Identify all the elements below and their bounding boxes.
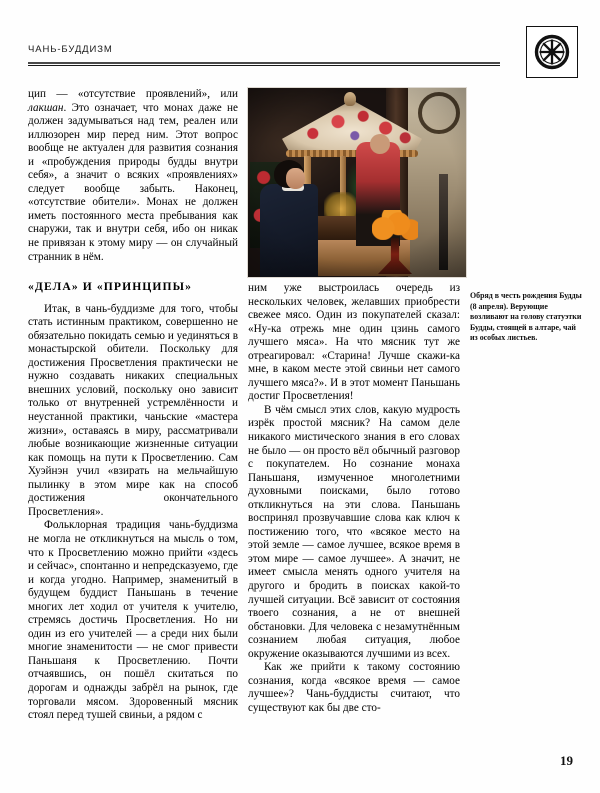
photo-vignette: [248, 88, 466, 277]
paragraph-continued-part-b: . Это означает, что монах даже не должен задумываться над тем, реален или иллюзорен мир перед ним. Этот вопрос вообще не актуален для развития сознания и «пробуждения природы будды внутри себя», а значит о всяких «проявлениях» следует вообще забыть. Наконец, «отсутствие обители». Монах не должен иметь постоянного места пребывания как снаружи, так и внутри себя, ибо он никак не привязан к этому миру — он случайный странник в нём.: [28, 101, 238, 263]
header-rule-thin: [28, 65, 500, 66]
chapter-badge: [526, 26, 578, 78]
page-number: 19: [560, 753, 573, 768]
text-column-right: [248, 282, 460, 716]
term-lakshana: лакшан: [28, 101, 64, 114]
section-heading: «ДЕЛА» И «ПРИНЦИПЫ»: [28, 280, 193, 294]
photo-caption: Обряд в честь рождения Будды (8 апреля). Верующие возливают на голову статуэтки Будды, стоящей в алтаре, чай из особых листьев.: [470, 291, 582, 343]
paragraph-continued: [28, 88, 238, 264]
header-rule-thick: [28, 62, 500, 64]
paragraph-4: В чём смысл этих слов, какую мудрость изрёк простой мясник? На самом деле никакого мистического знания в его словах не было — он просто вёл обычный разговор с покупателем. Но сознание монаха Паньшаня, измученное многолетними духовными поисками, было готово откликнуться на эти слова. Паньшань воспринял прозвучавшие слова как ключ к постижению того, что «всякое место на этой земле — самое лучшее, всякое время в этом мире — самое лучшее». А значит, не имеет смысла менять одного учителя на другого и бродить в поисках какой-то лучшей ситуации. Всё зависит от состояния твоего сознания, а не от внешней обстановки. Для человека с незамутнённым сознанием любая ситуация, любое окружение оказываются лучшими из всех.: [248, 403, 460, 660]
paragraph-3-continued: ним уже выстроилась очередь из нескольких человек, желавших приобрести свежее мясо. Один из покупателей сказал: «Ну-ка отрежь мне один цзинь самого лучшего мяса». На что мясник тут же отреагировал: «Старина! Лучше скажи-ка мне, в каком месте этой свиньи нет самого лучшего мяса?». И в этот момент Паньшань достиг Просветления!: [248, 282, 460, 403]
running-head: ЧАНЬ-БУДДИЗМ: [28, 44, 113, 55]
paragraph-5: Как же прийти к такому состоянию сознания, когда «всякое время — самое лучшее»? Чань-буддисты считают, что существуют как бы две сто-: [248, 661, 460, 714]
paragraph-continued-part-a: цип — «отсутствие проявлений», или: [28, 88, 238, 100]
header-rule: [28, 62, 500, 66]
paragraph-3: Фольклорная традиция чань-буддизма не могла не откликнуться на мысль о том, что к Просветлению можно прийти «здесь и сейчас», спонтанно и непредсказуемо, где и когда угодно. Например, знаменитый в будущем буддист Паньшань в течение многих лет ходил от учителя к учителю, стремясь достичь Просветления. Но ни один из его учителей — а среди них были многие знаменитости — не смог привести Паньшаня к Просветлению. Почти отчаявшись, он пошёл скитаться по дорогам и однажды забрёл на рынок, где торговали мясом. Здоровенный мясник стоял перед тушей свиньи, а рядом с: [28, 519, 238, 722]
dharma-wheel-icon: [534, 34, 570, 70]
text-column-left: [28, 88, 238, 723]
paragraph-2: Итак, в чань-буддизме для того, чтобы стать истинным практиком, совершенно не обязательно покидать семью и уединяться в монастырской обители. Поскольку для достижения Просветления практически не нужно создавать никаких специальных внешних условий, поскольку оно зависит только от внутренней устремлённости и неустанной практики, чаньские «мастера жизни», оставаясь в миру, рассматривали любые возникающие жизненные ситуации как помощь на пути к Просветлению. Сам Хуэйнэн учил «взирать на мельчайшую пылинку в этом мире как на способ достижения окончательного Просветления».: [28, 302, 238, 518]
buddha-birthday-ceremony-photo: [248, 88, 466, 277]
